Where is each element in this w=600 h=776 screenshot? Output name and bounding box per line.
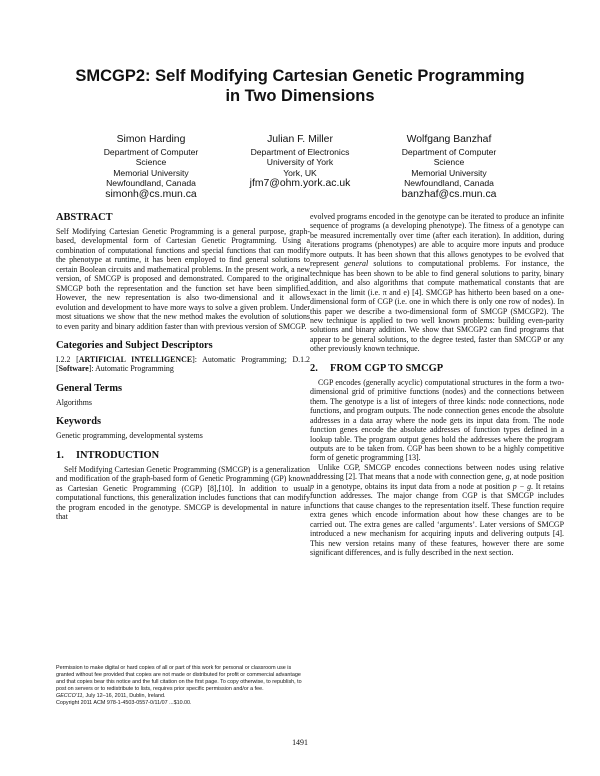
section-2-paragraph-1: CGP encodes (generally acyclic) computational structures in the form a two-dimensional grid of primitive functions (nodes) and the connections between them. The genotype is a list of integers of three kinds: node connections, node functions, and program outputs. The node connection genes encode the absolute addresses in a data array where the node gets its input data from. The node function genes encode the absolute addresses of function types defined in a lookup table. The program output genes hold the addresses where the program outputs are to be taken from. CGP has been shown to be a highly competitive form of genetic programming [13]. bbox=[310, 377, 564, 463]
author-dept: Department of Electronics bbox=[250, 146, 350, 157]
author-dept-2: Science bbox=[433, 157, 465, 168]
permission-notice bbox=[56, 665, 310, 707]
math-expression: p − g bbox=[512, 481, 532, 491]
keywords-text: Genetic programming, developmental systems bbox=[56, 431, 203, 441]
general-terms-heading: General Terms bbox=[56, 382, 123, 394]
right-column bbox=[310, 212, 564, 557]
conference-name: GECCO’11, bbox=[56, 692, 85, 699]
math-var: g bbox=[505, 472, 510, 482]
permission-text: Permission to make digital or hard copies of all or part of this work for personal or classroom use is granted without fee provided that copies are not made or distributed for profit or commercial advantage and that copies bear this notice and the full citation on the first page. To copy otherwise, to republish, to post on servers or to redistribute to lists, requires prior specific permission and/or a fee. bbox=[56, 665, 302, 692]
title-line-1: SMCGP2: Self Modifying Cartesian Genetic Programming bbox=[75, 67, 525, 85]
copyright-line: Copyright 2011 ACM 978-1-4503-0557-0/11/07 ...$10.00. bbox=[56, 699, 192, 706]
left-column bbox=[56, 212, 310, 522]
category-rest: ]: Automatic Programming; D.1.2 [ bbox=[56, 354, 310, 374]
intro-continued-text bbox=[310, 212, 564, 354]
section-1-heading bbox=[56, 450, 310, 462]
math-var: p bbox=[310, 481, 314, 491]
author-name: Wolfgang Banzhaf bbox=[406, 134, 492, 145]
section-number: 1. bbox=[56, 449, 64, 461]
text-run: evolved programs encoded in the genotype can be iterated to produce an infinite sequence of programs (a developing phenotype). The fitness of a genotype can be measured incrementally over time (after each iteration). In addition, during iterations programs (phenotypes) are able to acquire more inputs and produce more outputs. It has been shown that this allows genotypes to be evolved that represent bbox=[310, 212, 564, 269]
text-run: , at node position bbox=[509, 472, 565, 482]
section-1-text: Self Modifying Cartesian Genetic Programming (SMCGP) is a generalization and modification of the graph-based form of Genetic Programming (GP) known as Cartesian Genetic Programming (CGP) [8],[10]. In addition to usual computational functions, this generalization includes functions that can modify the program encoded in the genotype. SMCGP is developmental in nature in that bbox=[56, 464, 310, 522]
page-number: 1491 bbox=[292, 738, 308, 747]
section-title: INTRODUCTION bbox=[76, 449, 160, 461]
text-run: in a genotype, obtains its input data from a node at position bbox=[313, 481, 513, 491]
title-line-2: in Two Dimensions bbox=[225, 87, 375, 105]
section-2-heading bbox=[310, 363, 564, 375]
author-email: banzhaf@cs.mun.ca bbox=[401, 188, 497, 200]
category-code: I.2.2 [ bbox=[56, 354, 79, 364]
abstract-heading: ABSTRACT bbox=[56, 212, 113, 223]
conference-details: July 12–16, 2011, Dublin, Ireland. bbox=[84, 692, 166, 699]
section-number: 2. bbox=[310, 362, 318, 374]
keywords-heading: Keywords bbox=[56, 416, 102, 428]
abstract-text: Self Modifying Cartesian Genetic Programming is a general purpose, graph-based, developmental form of Cartesian Genetic Programming. Using a combination of computational functions and special functions that can modify the phenotype at runtime, it has been employed to find general solutions to certain Boolean circuits and mathematical problems. In the present work, a new version, of SMCGP is proposed and demonstrated. Compared to the original SMCGP both the representation and the function set have been simplified. However, the new representation is also two-dimensional and it allows evolution and development to have more ways to solve a given problem. Under most situations we show that the new method makes the evolution of solutions to even parity and binary addition faster than with previous version of SMCGP. bbox=[56, 227, 310, 331]
conference-line bbox=[56, 693, 310, 700]
author-university: University of York bbox=[266, 157, 334, 168]
author-block-3 bbox=[364, 133, 534, 201]
text-run: . It retains function addresses. The major change from CGP is that SMCGP includes functions that cause changes to the representation itself. These function require extra genes which encode information about how these changes are to be carried out. The extra genes are called ‘arguments’. Later versions of SMCGP introduced a new mechanism for acquiring inputs and delivering outputs [4]. This new version retains many of these features, however there are some significant differences, and is fully described in the next section. bbox=[310, 481, 564, 557]
text-run: Unlike CGP, SMCGP encodes connections between nodes using relative addressing [2]. That means that a node with connection gene, bbox=[310, 462, 564, 482]
author-dept-2: Science bbox=[135, 157, 167, 168]
author-dept: Department of Computer bbox=[103, 146, 199, 157]
author-name: Simon Harding bbox=[116, 134, 186, 145]
author-location: York, UK bbox=[283, 167, 317, 178]
author-location: Newfoundland, Canada bbox=[106, 178, 196, 189]
category-rest: ]: Automatic Programming bbox=[88, 364, 174, 374]
category-term: ARTIFICIAL INTELLIGENCE bbox=[78, 354, 193, 364]
author-email: jfm7@ohm.york.ac.uk bbox=[249, 178, 351, 190]
author-location: Newfoundland, Canada bbox=[404, 178, 494, 189]
categories-text bbox=[56, 355, 310, 374]
author-block-1 bbox=[66, 133, 236, 201]
section-2-paragraph-2 bbox=[310, 463, 564, 558]
text-emphasis: general bbox=[344, 259, 369, 269]
categories-heading: Categories and Subject Descriptors bbox=[56, 339, 213, 351]
author-university: Memorial University bbox=[411, 167, 487, 178]
text-run: solutions to computational problems. For instance, the technique has been shown to be able to find general solutions to parity, binary addition, and also algorithms that compute mathematical constants that are exact in the limit (i.e. π and e) [4]. SMCGP has hitherto been based on a one-dimensional form of CGP (i.e. one in which there is only one row of nodes). In this paper we describe a two-dimensional form of SMCGP (SMCGP2). The new technique is applied to two well known problems: building even-parity solutions and binary addition. We show that SMCGP2 can find programs that appear to be general solutions, to the degree tested, faster than SMCGP or any other previously known technique. bbox=[310, 259, 564, 354]
author-email: simonh@cs.mun.ca bbox=[105, 188, 197, 200]
author-dept: Department of Computer bbox=[401, 146, 497, 157]
paper-title bbox=[40, 66, 560, 106]
general-terms-text: Algorithms bbox=[56, 397, 92, 407]
section-title: FROM CGP TO SMCGP bbox=[330, 362, 444, 374]
author-block-2 bbox=[215, 133, 385, 190]
author-university: Memorial University bbox=[113, 167, 189, 178]
category-term: Software bbox=[58, 364, 89, 374]
author-name: Julian F. Miller bbox=[267, 134, 333, 145]
